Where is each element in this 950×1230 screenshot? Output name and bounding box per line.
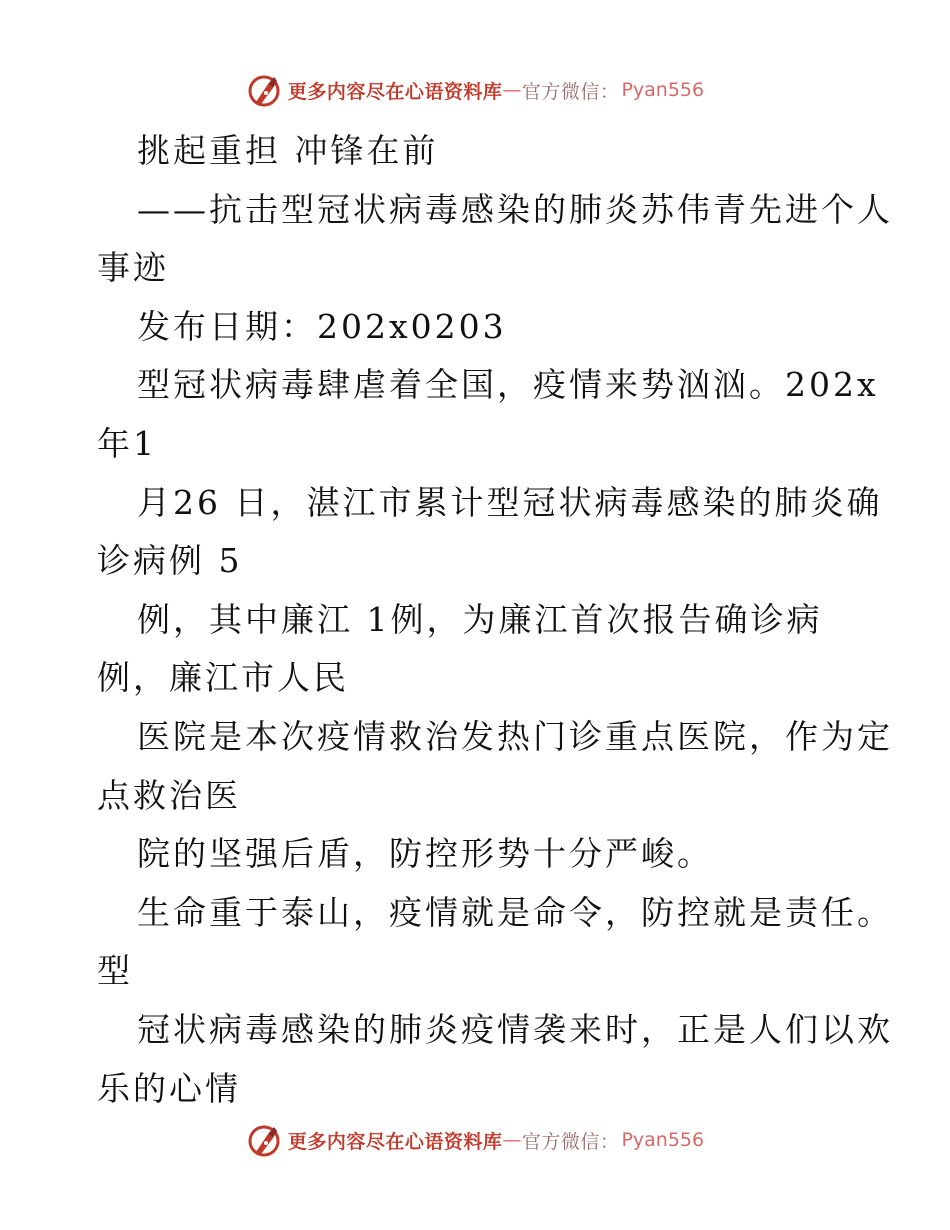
wechat-label: 官方微信： [521,1130,620,1153]
paragraph-line: 乐的心情 [97,1068,241,1108]
wechat-id: Pyan556 [621,79,705,101]
paragraph-line: 医院是本次疫情救治发热门诊重点医院，作为定 [137,716,893,756]
pen-nib-circle-icon [246,1122,282,1158]
pen-nib-circle-icon [246,72,282,108]
paragraph-line: 院的坚强后盾，防控形势十分严峻。 [137,834,713,874]
site-name: 更多内容尽在心语资料库 [287,80,503,103]
footer-banner[interactable] [0,1120,950,1160]
paragraph-line: 诊病例 5 [97,541,243,581]
paragraph-line: 冠状病毒感染的肺炎疫情袭来时，正是人们以欢 [137,1009,893,1049]
site-name: 更多内容尽在心语资料库 [287,1130,503,1153]
paragraph-line: 型冠状病毒肆虐着全国，疫情来势汹汹。202x [137,365,879,405]
paragraph-line: 月26 日，湛江市累计型冠状病毒感染的肺炎确 [137,482,883,522]
paragraph-line: 发布日期：202x0203 [137,306,507,346]
wechat-id: Pyan556 [621,1129,705,1151]
paragraph-line: 点救治医 [97,775,241,815]
paragraph-line: 年1 [97,423,157,463]
document-body [97,122,893,1118]
header-banner[interactable] [0,70,950,110]
banner-dash: — [502,79,522,101]
paragraph-line: 挑起重担 冲锋在前 [137,131,439,170]
paragraph-line: 型 [97,951,133,991]
wechat-label: 官方微信： [521,80,620,103]
paragraph-line: 例，其中廉江 1例，为廉江首次报告确诊病 [137,599,823,639]
banner-dash: — [502,1129,522,1151]
paragraph-line: ——抗击型冠状病毒感染的肺炎苏伟青先进个人 [137,189,893,229]
paragraph-line: 事迹 [97,248,169,288]
paragraph-line: 例，廉江市人民 [97,658,349,698]
paragraph-line: 生命重于泰山，疫情就是命令，防控就是责任。 [137,892,893,932]
